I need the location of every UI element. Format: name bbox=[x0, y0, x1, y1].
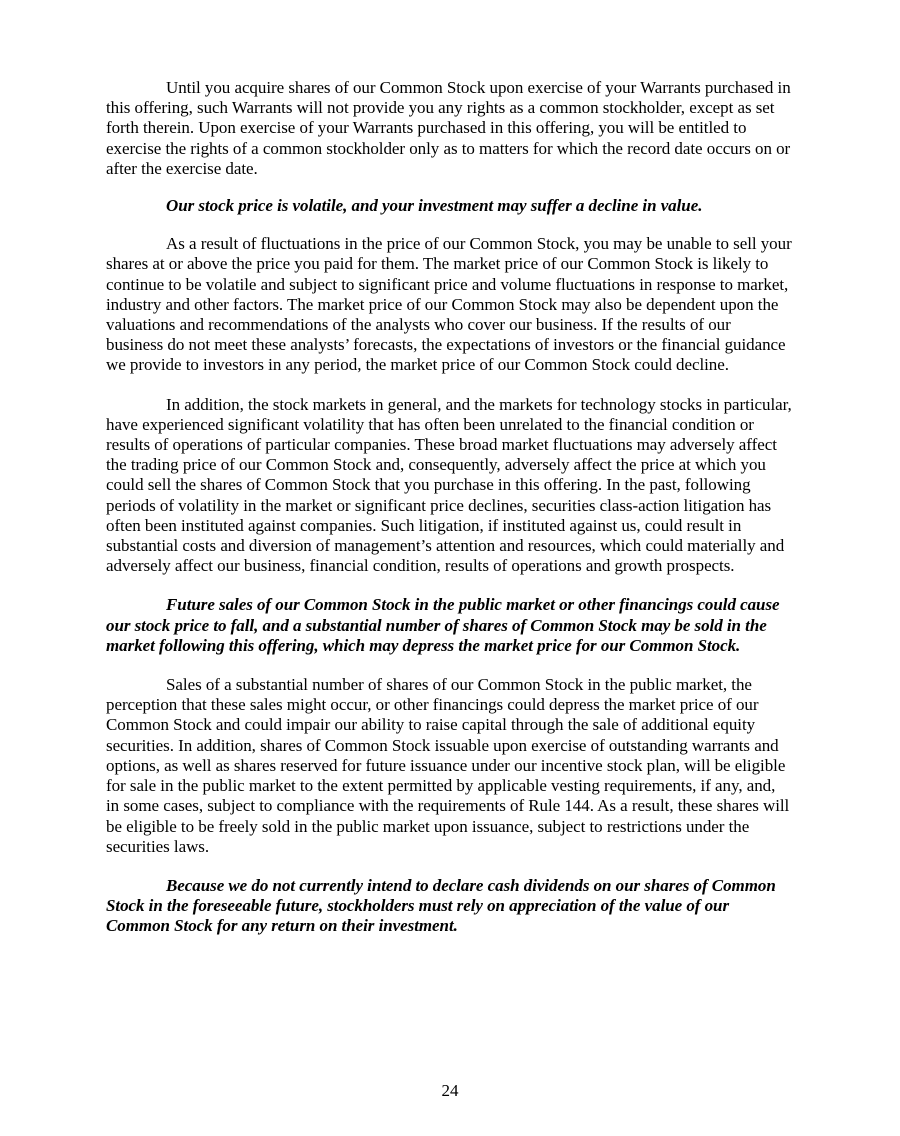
document-page bbox=[106, 78, 792, 937]
paragraph-price-fluctuations: As a result of fluctuations in the price of our Common Stock, you may be unable to sell your shares at or above the price you paid for them. The market price of our Common Stock is likely to continue to be volatile and subject to significant price and volume fluctuations in response to market, industry and other factors. The market price of our Common Stock may also be dependent upon the valuations and recommendations of the analysts who cover our business. If the results of our business do not meet these analysts’ forecasts, the expectations of investors or the financial guidance we provide to investors in any period, the market price of our Common Stock could decline. bbox=[106, 234, 792, 375]
heading-future-sales: Future sales of our Common Stock in the public market or other financings could cause our stock price to fall, and a substantial number of shares of Common Stock may be sold in the market following this offering, which may depress the market price for our Common Stock. bbox=[106, 595, 780, 655]
paragraph-warrant-rights: Until you acquire shares of our Common Stock upon exercise of your Warrants purchased in this offering, such Warrants will not provide you any rights as a common stockholder, except as set forth therein. Upon exercise of your Warrants purchased in this offering, you will be entitled to exercise the rights of a common stockholder only as to matters for which the record date occurs on or after the exercise date. bbox=[106, 78, 791, 178]
heading-stock-price-volatile: Our stock price is volatile, and your investment may suffer a decline in value. bbox=[166, 196, 703, 216]
heading-no-dividends: Because we do not currently intend to declare cash dividends on our shares of Common Stock in the foreseeable future, stockholders must rely on appreciation of the value of our Common Stock for any return on their investment. bbox=[106, 875, 776, 936]
page-number: 24 bbox=[441, 1081, 459, 1100]
paragraph-market-volatility: In addition, the stock markets in general, and the markets for technology stocks in particular, have experienced significant volatility that has often been unrelated to the financial condition or results of operations of particular companies. These broad market fluctuations may adversely affect the trading price of our Common Stock and, consequently, adversely affect the price at which you could sell the shares of Common Stock that you purchase in this offering. In the past, following periods of volatility in the market or significant price declines, securities class-action litigation has often been instituted against companies. Such litigation, if instituted against us, could result in substantial costs and diversion of management’s attention and resources, which could materially and adversely affect our business, financial condition, results of operations and growth prospects. bbox=[106, 394, 792, 576]
paragraph-sales-of-shares: Sales of a substantial number of shares of our Common Stock in the public market, the perception that these sales might occur, or other financings could depress the market price of our Common Stock and could impair our ability to raise capital through the sale of additional equity securities. In addition, shares of Common Stock issuable upon exercise of outstanding warrants and options, as well as shares reserved for future issuance under our incentive stock plan, will be eligible for sale in the public market to the extent permitted by applicable vesting requirements, if any, and, in some cases, subject to compliance with the requirements of Rule 144. As a result, these shares will be eligible to be freely sold in the public market upon issuance, subject to restrictions under the securities laws. bbox=[106, 675, 790, 856]
